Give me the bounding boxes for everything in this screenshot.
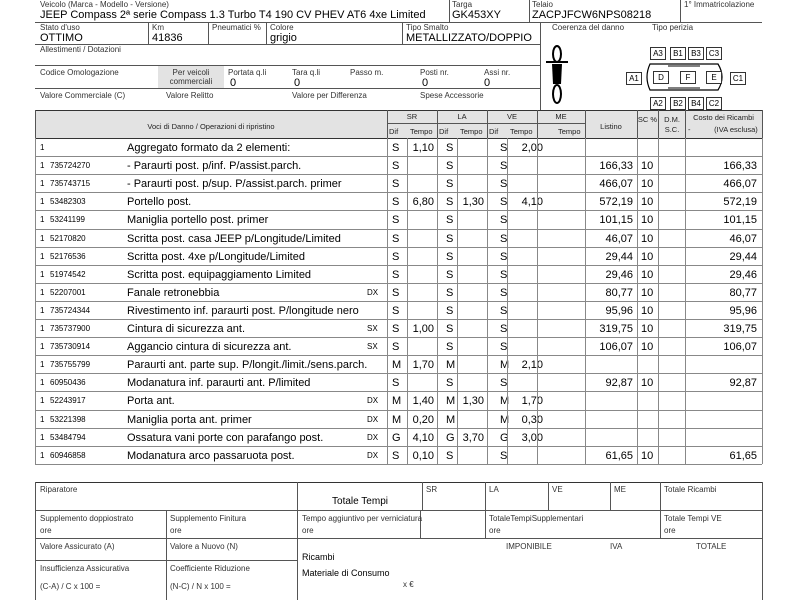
row-code: 735724270 [50, 161, 91, 171]
table-row [35, 338, 762, 356]
row-listino: 101,15 [599, 214, 633, 227]
row-description: Maniglia porta ant. primer [127, 413, 252, 426]
row-ve-dif: S [500, 178, 508, 191]
la-header: LA [457, 112, 467, 121]
table-row [35, 320, 762, 338]
row-description: Fanale retronebbia [127, 286, 220, 299]
row-ve-dif: M [500, 413, 510, 426]
portata-value: 0 [230, 77, 237, 89]
ca-formula: (C-A) / C x 100 = [40, 582, 101, 591]
row-ve-dif: M [500, 359, 510, 372]
zone-b1[interactable]: B1 [670, 47, 686, 60]
tara-value: 0 [294, 77, 301, 89]
row-description: - Paraurti post. p/sup. P/assist.parch. primer [127, 178, 342, 191]
row-code: 52243917 [50, 396, 86, 406]
row-qty: 1 [40, 143, 45, 152]
row-code: 60946858 [50, 450, 86, 460]
row-code: 60950436 [50, 378, 86, 388]
row-sr-tempo: 1,00 [412, 323, 434, 335]
passo-label: Passo m. [350, 68, 384, 77]
row-ve-dif: S [500, 214, 508, 227]
valore-commerciale-label: Valore Commerciale (C) [40, 91, 126, 100]
row-la-dif: M [446, 359, 456, 372]
row-sc: 10 [641, 250, 654, 263]
assi-value: 0 [484, 77, 491, 89]
row-sr-tempo: 0,10 [412, 449, 434, 462]
row-sr-dif: M [392, 359, 402, 372]
row-sc: 10 [641, 449, 654, 462]
row-code: 53484794 [50, 432, 86, 442]
row-sr-tempo: 1,70 [412, 359, 434, 372]
row-qty: 1 [40, 360, 45, 370]
row-sc: 10 [641, 178, 654, 191]
row-sr-dif: S [392, 341, 400, 354]
row-side: DX [367, 414, 379, 424]
row-costo: 106,07 [723, 341, 757, 354]
row-qty: 1 [40, 179, 45, 189]
immatricolazione-label: 1° Immatricolazione [684, 0, 755, 9]
row-sr-dif: M [392, 413, 402, 426]
row-qty: 1 [40, 342, 45, 352]
row-sr-dif: S [392, 268, 400, 281]
row-side: DX [367, 450, 379, 460]
ve-tempo: Tempo [510, 127, 533, 136]
nc-formula: (N-C) / N x 100 = [170, 582, 231, 591]
row-ve-dif: S [500, 268, 508, 281]
zone-b3[interactable]: B3 [688, 47, 704, 60]
row-qty: 1 [40, 287, 45, 297]
row-sr-dif: S [392, 232, 400, 245]
row-sc: 10 [641, 268, 654, 281]
row-la-dif: S [446, 323, 454, 335]
zone-b4[interactable]: B4 [688, 97, 704, 110]
footer-ve: VE [552, 485, 563, 494]
row-sc: 10 [641, 232, 654, 245]
row-ve-dif: G [500, 431, 509, 444]
row-la-dif: S [446, 178, 454, 191]
telaio-label: Telaio [532, 0, 553, 9]
sr-dif: Dif [389, 127, 399, 136]
row-listino: 46,07 [605, 232, 633, 245]
row-code: 735737900 [50, 324, 91, 333]
row-la-dif: M [446, 413, 456, 426]
iva-label: IVA [610, 542, 623, 551]
row-qty: 1 [40, 414, 45, 424]
row-description: Modanatura arco passaruota post. [127, 449, 295, 462]
row-ve-tempo: 3,00 [521, 431, 543, 444]
row-code: 52170820 [50, 233, 86, 243]
row-code: 53241199 [50, 215, 85, 225]
totale-tempi-ve-label: Totale Tempi VE [664, 514, 722, 523]
row-la-dif: S [446, 304, 454, 317]
row-code: 53482303 [50, 197, 86, 207]
footer-la: LA [489, 485, 499, 494]
ore-aggiuntivo: ore [302, 526, 314, 535]
ore-suppl: ore [489, 526, 501, 535]
row-la-tempo: 3,70 [462, 431, 484, 444]
row-sr-tempo: 0,20 [412, 413, 434, 426]
row-la-dif: S [446, 196, 454, 209]
table-row [35, 374, 762, 392]
row-ve-tempo: 2,10 [521, 359, 543, 372]
row-sr-tempo: 6,80 [412, 196, 434, 209]
row-side: DX [367, 432, 379, 442]
row-sr-dif: S [392, 196, 400, 209]
sr-tempo: Tempo [410, 127, 433, 136]
row-code: 735743715 [50, 179, 91, 189]
row-listino: 29,46 [605, 268, 633, 281]
costo-header: Costo dei Ricambi [693, 113, 754, 122]
me-header: ME [555, 112, 567, 121]
row-listino: 92,87 [605, 377, 633, 390]
row-costo: 61,65 [729, 449, 757, 462]
row-side: SX [367, 342, 378, 352]
tara-label: Tara q.li [292, 68, 321, 77]
row-description: Scritta post. 4xe p/Longitude/Limited [127, 250, 305, 263]
omologazione-label: Codice Omologazione [40, 68, 119, 77]
row-qty: 1 [40, 161, 45, 171]
valore-differenza-label: Valore per Differenza [292, 91, 367, 100]
row-la-dif: S [446, 250, 454, 263]
row-description: Modanatura inf. paraurti ant. P/limited [127, 377, 311, 390]
zone-b2[interactable]: B2 [670, 97, 686, 110]
row-code: 51974542 [50, 269, 86, 279]
row-la-dif: S [446, 142, 454, 154]
row-listino: 319,75 [599, 323, 633, 335]
row-code: 735755799 [50, 360, 91, 370]
x-euro-label: x € [403, 580, 414, 589]
listino-header: Listino [600, 122, 622, 131]
row-la-dif: S [446, 214, 454, 227]
table-row [35, 248, 762, 266]
voci-header: Voci di Danno / Operazioni di ripristino [147, 122, 275, 131]
spese-accessorie-label: Spese Accessorie [420, 91, 484, 100]
row-description: Maniglia portello post. primer [127, 214, 269, 227]
row-sr-dif: S [392, 304, 400, 317]
row-la-dif: S [446, 286, 454, 299]
ore-doppiostrato: ore [40, 526, 52, 535]
row-description: Paraurti ant. parte sup. P/longit./limit./sens.parch. [127, 359, 368, 372]
table-row [35, 193, 762, 211]
row-listino: 95,96 [605, 304, 633, 317]
ve-header: VE [506, 112, 517, 121]
table-row [35, 356, 762, 374]
row-ve-dif: S [500, 160, 508, 173]
table-row [35, 230, 762, 248]
row-costo: 572,19 [723, 196, 757, 209]
row-code: 52176536 [50, 251, 86, 261]
row-description: Portello post. [127, 196, 192, 209]
row-sr-dif: S [392, 160, 400, 173]
row-sc: 10 [641, 286, 654, 299]
row-sr-dif: G [392, 431, 401, 444]
riparatore-label: Riparatore [40, 485, 78, 494]
ore-ve: ore [664, 526, 676, 535]
row-ve-dif: S [500, 323, 508, 335]
zone-a2[interactable]: A2 [650, 97, 666, 110]
row-listino: 106,07 [599, 341, 633, 354]
row-listino: 80,77 [605, 286, 633, 299]
pneumatici-label: Pneumatici % [212, 23, 261, 32]
row-la-dif: S [446, 160, 454, 173]
row-costo: 95,96 [729, 304, 757, 317]
row-qty: 1 [40, 432, 45, 442]
row-ve-dif: S [500, 377, 508, 390]
footer-me: ME [614, 485, 626, 494]
row-ve-dif: S [500, 304, 508, 317]
row-description: Rivestimento inf. paraurti post. P/longitude nero [127, 304, 359, 317]
row-qty: 1 [40, 251, 45, 261]
row-ve-dif: S [500, 232, 508, 245]
stato-label: Stato d'uso [40, 23, 80, 32]
row-ve-tempo: 2,00 [521, 142, 543, 154]
row-sr-tempo: 1,10 [412, 142, 434, 154]
row-qty: 1 [40, 450, 45, 460]
table-row [35, 392, 762, 410]
table-row [35, 139, 762, 157]
row-side: DX [367, 287, 379, 297]
row-la-dif: S [446, 341, 454, 354]
row-costo: 466,07 [723, 178, 757, 191]
row-description: Cintura di sicurezza ant. [127, 323, 245, 335]
row-qty: 1 [40, 378, 45, 388]
table-row [35, 157, 762, 175]
targa-label: Targa [452, 0, 473, 9]
row-code: 53221398 [50, 414, 86, 424]
row-sc: 10 [641, 341, 654, 354]
row-sc: 10 [641, 323, 654, 335]
valore-assicurato-label: Valore Assicurato (A) [40, 542, 115, 551]
portata-label: Portata q.li [228, 68, 267, 77]
row-costo: 319,75 [723, 323, 757, 335]
imponibile-label: IMPONIBILE [506, 542, 552, 551]
row-sc: 10 [641, 304, 654, 317]
zone-c2[interactable]: C2 [706, 97, 722, 110]
row-qty: 1 [40, 197, 45, 207]
row-ve-dif: S [500, 250, 508, 263]
stato-value: OTTIMO [40, 32, 83, 44]
row-sc: 10 [641, 196, 654, 209]
row-ve-dif: S [500, 196, 508, 209]
row-listino: 61,65 [605, 449, 633, 462]
table-row [35, 429, 762, 447]
table-row [35, 175, 762, 193]
table-row [35, 284, 762, 302]
row-qty: 1 [40, 396, 45, 406]
row-sc: 10 [641, 377, 654, 390]
posti-value: 0 [422, 77, 429, 89]
table-row [35, 447, 762, 465]
km-value: 41836 [152, 32, 183, 44]
targa-value: GK453XY [452, 9, 501, 21]
row-description: Scritta post. equipaggiamento Limited [127, 268, 312, 281]
row-costo: 29,44 [729, 250, 757, 263]
row-sr-dif: S [392, 449, 400, 462]
totale-ricambi-label: Totale Ricambi [664, 485, 717, 494]
sc-header: SC % [637, 115, 658, 124]
costo-dash: - [688, 125, 691, 134]
valore-nuovo-label: Valore a Nuovo (N) [170, 542, 238, 551]
row-sr-dif: S [392, 377, 400, 390]
footer-sr: SR [426, 485, 438, 494]
row-description: Porta ant. [127, 395, 175, 408]
iva-esclusa: (IVA esclusa) [714, 125, 758, 134]
posti-label: Posti nr. [420, 68, 449, 77]
row-description: Aggregato formato da 2 elementi: [127, 142, 291, 154]
zone-a1[interactable]: A1 [626, 72, 642, 85]
allestimenti-label: Allestimenti / Dotazioni [40, 45, 121, 54]
row-la-dif: G [446, 431, 455, 444]
table-row [35, 411, 762, 429]
tipo-smalto-value: METALLIZZATO/DOPPIO [406, 32, 532, 44]
row-qty: 1 [40, 215, 45, 225]
me-tempo: Tempo [558, 127, 581, 136]
zone-c1[interactable]: C1 [730, 72, 746, 85]
la-dif: Dif [439, 127, 449, 136]
tipo-smalto-label: Tipo Smalto [406, 23, 449, 32]
km-label: Km [152, 23, 164, 32]
row-sr-tempo: 1,40 [412, 395, 434, 408]
row-sc: 10 [641, 160, 654, 173]
row-code: 52207001 [50, 287, 86, 297]
row-qty: 1 [40, 233, 45, 243]
insufficienza-label: Insufficienza Assicurativa [40, 564, 130, 573]
row-description: Aggancio cintura di sicurezza ant. [127, 341, 292, 354]
row-side: SX [367, 324, 378, 333]
row-listino: 466,07 [599, 178, 633, 191]
coeff-riduzione-label: Coefficiente Riduzione [170, 564, 250, 573]
table-row [35, 302, 762, 320]
row-sc: 10 [641, 214, 654, 227]
dm-header: D.M. S.C. [664, 115, 680, 134]
row-ve-dif: S [500, 286, 508, 299]
row-listino: 572,19 [599, 196, 633, 209]
ore-finitura: ore [170, 526, 182, 535]
row-costo: 166,33 [723, 160, 757, 173]
table-row [35, 266, 762, 284]
row-sr-dif: S [392, 142, 400, 154]
telaio-value: ZACPJFCW6NPS08218 [532, 9, 652, 21]
row-ve-dif: M [500, 395, 510, 408]
row-qty: 1 [40, 305, 45, 315]
zone-a3[interactable]: A3 [650, 47, 666, 60]
row-code: 735724344 [50, 305, 91, 315]
row-ve-dif: S [500, 142, 508, 154]
zone-f[interactable]: F [680, 71, 696, 84]
ricambi-label: Ricambi [302, 552, 335, 562]
row-qty: 1 [40, 269, 45, 279]
row-ve-tempo: 0,30 [521, 413, 543, 426]
row-description: Ossatura vani porte con parafango post. [127, 431, 324, 444]
row-listino: 166,33 [599, 160, 633, 173]
ve-dif: Dif [489, 127, 499, 136]
zone-d[interactable]: D [653, 71, 669, 84]
row-la-dif: S [446, 268, 454, 281]
row-ve-tempo: 4,10 [521, 196, 543, 209]
row-sr-dif: S [392, 178, 400, 191]
row-la-dif: S [446, 449, 454, 462]
sr-header: SR [406, 112, 418, 121]
row-listino: 29,44 [605, 250, 633, 263]
row-la-dif: S [446, 377, 454, 390]
colore-value: grigio [270, 32, 297, 44]
row-sr-tempo: 4,10 [412, 431, 434, 444]
totale-label: TOTALE [696, 542, 727, 551]
row-ve-tempo: 1,70 [521, 395, 543, 408]
row-sr-dif: S [392, 250, 400, 263]
tipo-perizia-label: Tipo perizia [652, 23, 694, 32]
row-code: 735730914 [50, 342, 91, 352]
row-costo: 101,15 [723, 214, 757, 227]
veicolo-label: Veicolo (Marca - Modello - Versione) [40, 0, 169, 9]
la-tempo: Tempo [460, 127, 483, 136]
row-side: DX [367, 396, 379, 406]
veicolo-value: JEEP Compass 2ª serie Compass 1.3 Turbo T4 190 CV PHEV AT6 4xe Limited [40, 9, 426, 21]
valore-relitto-label: Valore Relitto [166, 91, 214, 100]
materiale-consumo-label: Materiale di Consumo [302, 568, 390, 578]
row-la-tempo: 1,30 [462, 395, 484, 408]
suppl-finitura-label: Supplemento Finitura [170, 514, 247, 523]
colore-label: Colore [270, 23, 294, 32]
totale-tempi-suppl-label: TotaleTempiSupplementari [489, 514, 584, 523]
row-description: - Paraurti post. p/inf. P/assist.parch. [127, 160, 302, 173]
row-la-tempo: 1,30 [462, 196, 484, 209]
row-sr-dif: S [392, 286, 400, 299]
row-qty: 1 [40, 324, 45, 333]
row-description: Scritta post. casa JEEP p/Longitude/Limited [127, 232, 341, 245]
row-sr-dif: S [392, 214, 400, 227]
zone-e[interactable]: E [706, 71, 722, 84]
row-sr-dif: S [392, 323, 400, 335]
table-row [35, 211, 762, 229]
totale-tempi-label: Totale Tempi [332, 496, 388, 507]
row-costo: 46,07 [729, 232, 757, 245]
row-costo: 80,77 [729, 286, 757, 299]
assi-label: Assi nr. [484, 68, 511, 77]
row-la-dif: S [446, 232, 454, 245]
motorbike-icon [542, 44, 572, 106]
row-costo: 92,87 [729, 377, 757, 390]
row-costo: 29,46 [729, 268, 757, 281]
row-sr-dif: M [392, 395, 402, 408]
zone-c3[interactable]: C3 [706, 47, 722, 60]
row-ve-dif: S [500, 341, 508, 354]
per-veicoli-label: Per veicoli commerciali [169, 68, 213, 86]
coerenza-label: Coerenza del danno [552, 23, 625, 32]
row-la-dif: M [446, 395, 456, 408]
suppl-doppiostrato-label: Supplemento doppiostrato [40, 514, 134, 523]
tempo-aggiuntivo-label: Tempo aggiuntivo per verniciatura [302, 514, 423, 523]
row-ve-dif: S [500, 449, 508, 462]
